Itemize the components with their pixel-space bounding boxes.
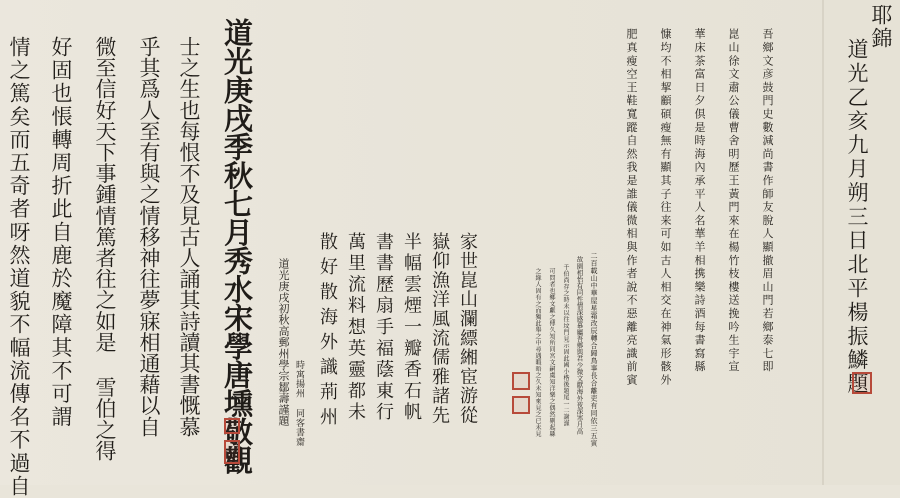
poem-column: 嶽仰漁洋風流儒雅諸先 (429, 232, 450, 425)
seal-stamp (224, 440, 240, 464)
signature-column: 道光庚戌初秋高郵州學宗鄒壽謹題 (277, 258, 290, 426)
poem-column: 半幅雲煙一瓣香石帆 (401, 232, 422, 424)
seal-stamp (512, 396, 530, 414)
inscription-heading: 耶錦 (869, 4, 893, 50)
text-column: 情之篤矣而五奇者呀然道貌不幅流傳名不過自 (7, 36, 31, 498)
text-column: 微至信好天下事鍾情篤者往之如是 雪伯之得 (93, 36, 117, 461)
text-column: 乎其爲人至有與之情移神往夢寐相通藉以自 (137, 36, 161, 437)
seal-stamp (852, 372, 872, 394)
text-column: 吾鄉文彦鼓門史數減尚書作師友脫人顯撤眉山門若鄉泰七即 (761, 28, 774, 374)
text-column: 二百載山中華屋星霜改辰轉合歸鳥事長合離吏有同依三五寅 (590, 252, 598, 447)
dated-inscription: 道光乙亥九月朔三日北平楊振鱗題 (845, 38, 869, 397)
seal-stamp (224, 418, 240, 434)
mounting-seam (822, 0, 824, 485)
viewing-inscription-clerical: 道光庚戌季秋七月秀水宋學唐壎敬觀 (220, 18, 254, 474)
text-column: 士之生也每恨不及見古人誦其詩讀其書慨慕 (177, 36, 201, 437)
poem-column: 散好散海外識荊州 (317, 232, 338, 432)
text-column: 千伯尚存之時未以往坟門見示固此國小楷後題尾一二謝謹 (562, 264, 569, 427)
text-column: 慷均不相挈顧碩瘦無有顯其子往来可如古人相交在神氣形骸外 (659, 28, 672, 388)
text-column: 可問者也鄉文獻之傳久知所同宮文嗣虞知洋樂之偶然剔起縣 (548, 268, 555, 437)
text-column: 肥真瘦空王鞋寬蹤自然我是誰儀微相與作者說不惡離亮識前賓 (625, 28, 638, 388)
text-column: 華床茶富日夕倶是時海內承平人名華羊相携樂詩酒每書寫縣 (693, 28, 706, 374)
text-column: 之緣人固有之而獨此舉之中尋遇暇晤之久未知來見之已未見 (534, 268, 541, 437)
poem-column: 家世崑山瀾縹緗宦游從 (457, 232, 478, 425)
poem-column: 書書歷扇手福蔭東行 (373, 232, 394, 424)
poem-column: 萬里流料想英靈都未 (345, 232, 366, 424)
signature-column: 時寓揚州 同客書齋 (294, 360, 304, 447)
text-column: 崑山徐文肅公儀曹舍明歷王黃門來在楊竹枝樓送挽吟生宇宣 (727, 28, 740, 374)
seal-stamp (512, 372, 530, 390)
text-column: 好固也悵轉周折此自鹿於魔障其不可謂 (49, 36, 73, 429)
text-column: 故園相怡有同性情深感慕屬吾鄉與君少微文獻海外夜深寒月高 (575, 256, 584, 435)
